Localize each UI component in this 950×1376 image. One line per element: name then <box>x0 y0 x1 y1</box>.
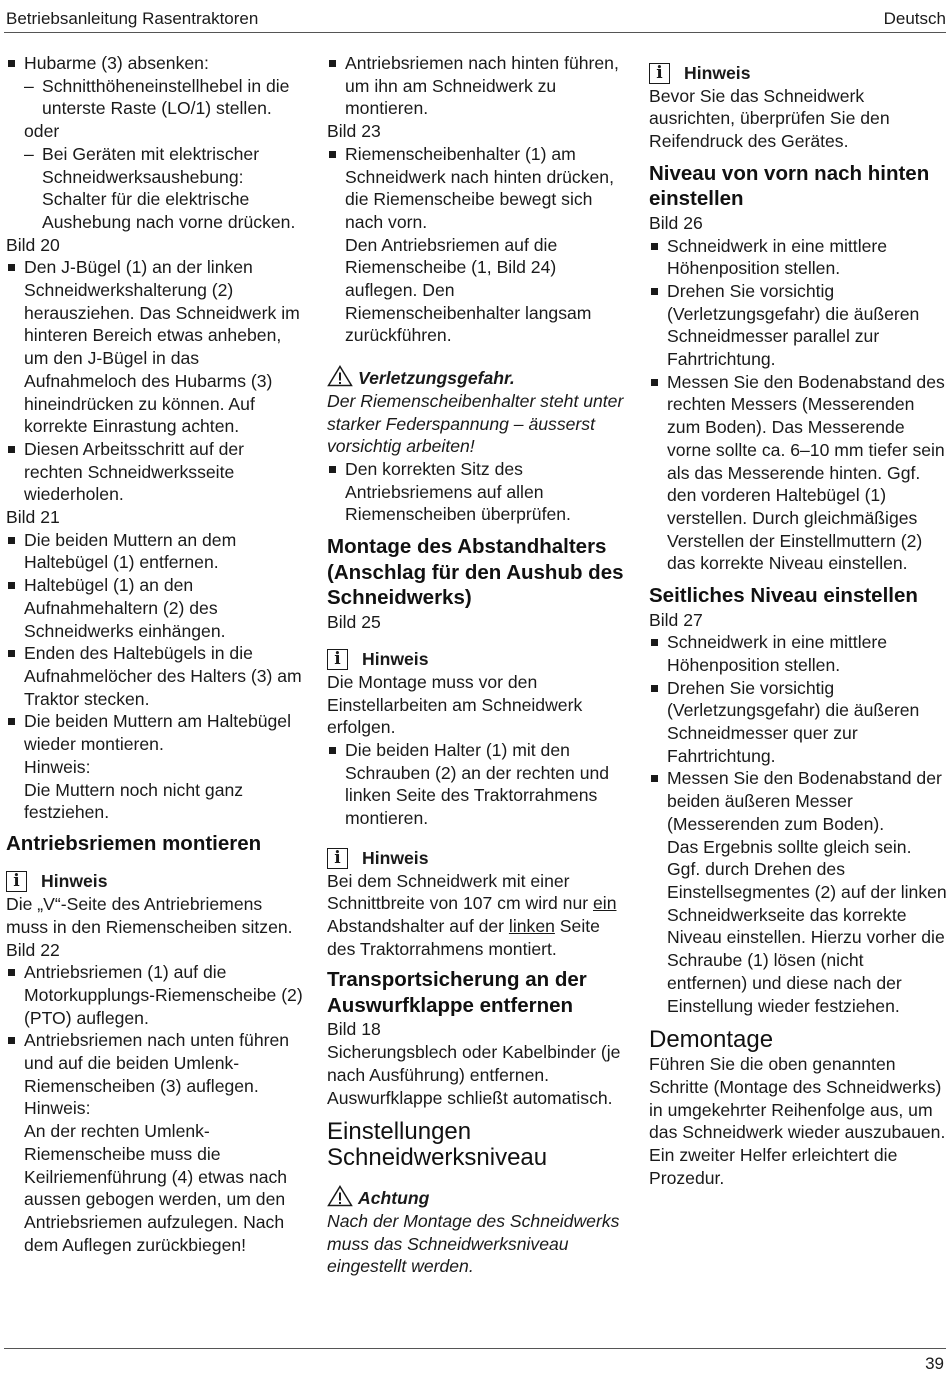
list-item: Die beiden Muttern an dem Haltebügel (1) entfernen. <box>6 529 304 574</box>
section-heading: Niveau von vorn nach hinten einstellen <box>649 161 930 211</box>
section-heading: Antriebsriemen montieren <box>6 831 262 855</box>
warning-heading-label: Verletzungsgefahr. <box>358 368 515 389</box>
emphasis-left: linken <box>508 916 555 936</box>
column-2 <box>327 52 625 1278</box>
warning-heading-label: Achtung <box>358 1188 430 1209</box>
list-item-continuation: Den Antriebsriemen auf die Riemenscheibe (1, Bild 24) auflegen. Den Riemenscheibenhalter langsam zurückführen. <box>345 234 592 346</box>
warning-heading <box>327 365 625 390</box>
list-item: Hubarme (3) absenken: <box>6 52 304 75</box>
column-3 <box>649 52 947 1189</box>
info-icon: i <box>6 871 27 892</box>
note-text: Die Muttern noch nicht ganz festziehen. <box>24 779 244 823</box>
info-icon: i <box>649 63 670 84</box>
note-text <box>327 870 625 961</box>
list-item-continuation: Das Ergebnis sollte gleich sein. Ggf. durch Drehen des Einstellsegmentes (2) auf der linken Schneidwerkseite das korrekte Niveau einstellen. Hierzu vorher die Schraube (1) lösen (nicht entfernen) und diese nach der Einstellung wieder festziehen. <box>667 836 947 1016</box>
list-item: Diesen Arbeitsschritt auf der rechten Schneidwerksseite wiederholen. <box>6 438 304 506</box>
section-heading: Montage des Abstandhalters (Anschlag für den Aushub des Schneidwerks) <box>327 535 624 610</box>
list-item: Messen Sie den Bodenabstand der beiden äußeren Messer (Messerenden zum Boden). <box>649 767 947 835</box>
note-heading <box>649 62 947 85</box>
list-item: Drehen Sie vorsichtig (Verletzungsgefahr) die äußeren Schneidmesser quer zur Fahrtrichtung. <box>649 677 947 768</box>
note-heading-label: Hinweis <box>362 649 429 670</box>
list-item: Antriebsriemen nach hinten führen, um ihn am Schneidwerk zu montieren. <box>327 52 625 120</box>
list-item: Schneidwerk in eine mittlere Höhenposition stellen. <box>649 235 947 280</box>
footer-divider <box>4 1348 946 1349</box>
list-item: Enden des Haltebügels in die Aufnahmelöcher des Halters (3) am Traktor stecken. <box>6 642 304 710</box>
list-item: Die beiden Muttern am Haltebügel wieder montieren. <box>6 710 304 755</box>
note-heading-label: Hinweis <box>362 847 429 868</box>
paragraph: Führen Sie die oben genannten Schritte (Montage des Schneidwerks) in umgekehrter Reihenfolge aus, um das Schneidwerk wieder auszubauen. Ein zweiter Helfer erleichtert die Prozedur. <box>649 1054 946 1188</box>
column-1 <box>6 52 304 1256</box>
note-heading-label: Hinweis <box>41 871 108 892</box>
chapter-heading: Demontage <box>649 1026 774 1054</box>
section-heading: Seitliches Niveau einstellen <box>649 584 918 608</box>
list-item: Drehen Sie vorsichtig (Verletzungsgefahr) die äußeren Schneidmesser parallel zur Fahrtrichtung. <box>649 280 947 371</box>
header-divider <box>4 32 946 33</box>
language-label: Deutsch <box>883 9 946 28</box>
note-text: An der rechten Umlenk-Riemenscheibe muss die Keilriemenführung (4) etwas nach aussen gebogen werden, um den Antriebsriemen aufzulegen. Nach dem Auflegen zurückbiegen! <box>24 1121 288 1255</box>
figure-ref: Bild 25 <box>327 611 381 632</box>
info-icon: i <box>327 649 348 670</box>
paragraph: Sicherungsblech oder Kabelbinder (je nach Ausführung) entfernen. Auswurfklappe schließt automatisch. <box>327 1042 621 1108</box>
note-text-part: Bei dem Schneidwerk mit einer Schnittbreite von 107 cm wird nur <box>327 870 593 914</box>
list-item: Riemenscheibenhalter (1) am Schneidwerk nach hinten drücken, die Riemenscheibe bewegt sich nach vorn. <box>327 143 625 234</box>
list-item: Antriebsriemen (1) auf die Motorkupplungs-Riemenscheibe (2) (PTO) auflegen. <box>6 961 304 1029</box>
list-item: Haltebügel (1) an den Aufnahmehaltern (2) des Schneidwerks einhängen. <box>6 574 304 642</box>
note-label: Hinweis: <box>24 1098 91 1119</box>
note-text: Die „V“-Seite des Antriebriemens muss in den Riemenscheiben sitzen. <box>6 894 293 937</box>
list-item: Antriebsriemen nach unten führen und auf die beiden Umlenk-Riemenscheiben (3) auflegen. <box>6 1029 304 1097</box>
note-text: Die Montage muss vor den Einstellarbeiten am Schneidwerk erfolgen. <box>327 671 583 738</box>
figure-ref: Bild 27 <box>649 609 703 630</box>
figure-ref: Bild 22 <box>6 939 60 960</box>
chapter-heading: Einstellungen Schneidwerksniveau <box>327 1118 548 1172</box>
warning-triangle-icon <box>327 365 353 387</box>
document-title: Betriebsanleitung Rasentraktoren <box>6 9 259 28</box>
warning-text: Der Riemenscheibenhalter steht unter starker Federspannung – äusserst vorsichtig arbeiten! <box>327 390 624 457</box>
note-text: Bevor Sie das Schneidwerk ausrichten, überprüfen Sie den Reifendruck des Gerätes. <box>649 85 890 152</box>
emphasis-one: ein <box>593 893 617 914</box>
note-label: Hinweis: <box>24 756 91 777</box>
figure-ref: Bild 21 <box>6 507 60 528</box>
dash-item: – Bei Geräten mit elektrischer Schneidwerksaushebung: Schalter für die elektrische Aushebung nach vorne drücken. <box>6 143 304 234</box>
note-heading <box>327 847 625 870</box>
info-icon: i <box>327 848 348 869</box>
list-item: Die beiden Halter (1) mit den Schrauben (2) an der rechten und linken Seite des Traktorrahmens montieren. <box>327 739 625 830</box>
warning-text: Nach der Montage des Schneidwerks muss das Schneidwerksniveau eingestellt werden. <box>327 1210 620 1277</box>
page-number: 39 <box>925 1354 944 1373</box>
note-text-part: Seite des Traktorrahmens montiert. <box>327 916 600 959</box>
figure-ref: Bild 18 <box>327 1019 381 1040</box>
or-text: oder <box>24 121 60 142</box>
note-heading-label: Hinweis <box>684 63 751 83</box>
warning-heading <box>327 1185 625 1210</box>
note-heading <box>6 870 304 893</box>
figure-ref: Bild 26 <box>649 212 703 233</box>
list-item: Den korrekten Sitz des Antriebsriemens auf allen Riemenscheiben überprüfen. <box>327 458 625 526</box>
dash-item: – Schnitthöheneinstellhebel in die unterste Raste (LO/1) stellen. <box>6 75 304 120</box>
figure-ref: Bild 20 <box>6 234 60 255</box>
note-text-part: Abstandshalter auf der <box>327 916 509 936</box>
note-heading <box>327 648 625 671</box>
page-header <box>6 8 946 30</box>
section-heading: Transportsicherung an der Auswurfklappe entfernen <box>327 968 587 1017</box>
figure-ref: Bild 23 <box>327 121 381 142</box>
list-item: Messen Sie den Bodenabstand des rechten Messers (Messerenden zum Boden). Das Messerende vorne sollte ca. 6–10 mm tiefer sein als das Messerende hinten. Ggf. den vorderen Haltebügel (1) verstellen. Durch gleichmäßiges Verstellen der Einstellmuttern (2) das korrekte Niveau einstellen. <box>649 371 947 575</box>
list-item: Den J-Bügel (1) an der linken Schneidwerkshalterung (2) herausziehen. Das Schneidwerk im hinteren Bereich etwas anheben, um den J-Bügel in das Aufnahmeloch des Hubarms (3) hineindrücken zu können. Auf korrekte Einrastung achten. <box>6 256 304 438</box>
list-item: Schneidwerk in eine mittlere Höhenposition stellen. <box>649 631 947 676</box>
warning-triangle-icon <box>327 1185 353 1207</box>
